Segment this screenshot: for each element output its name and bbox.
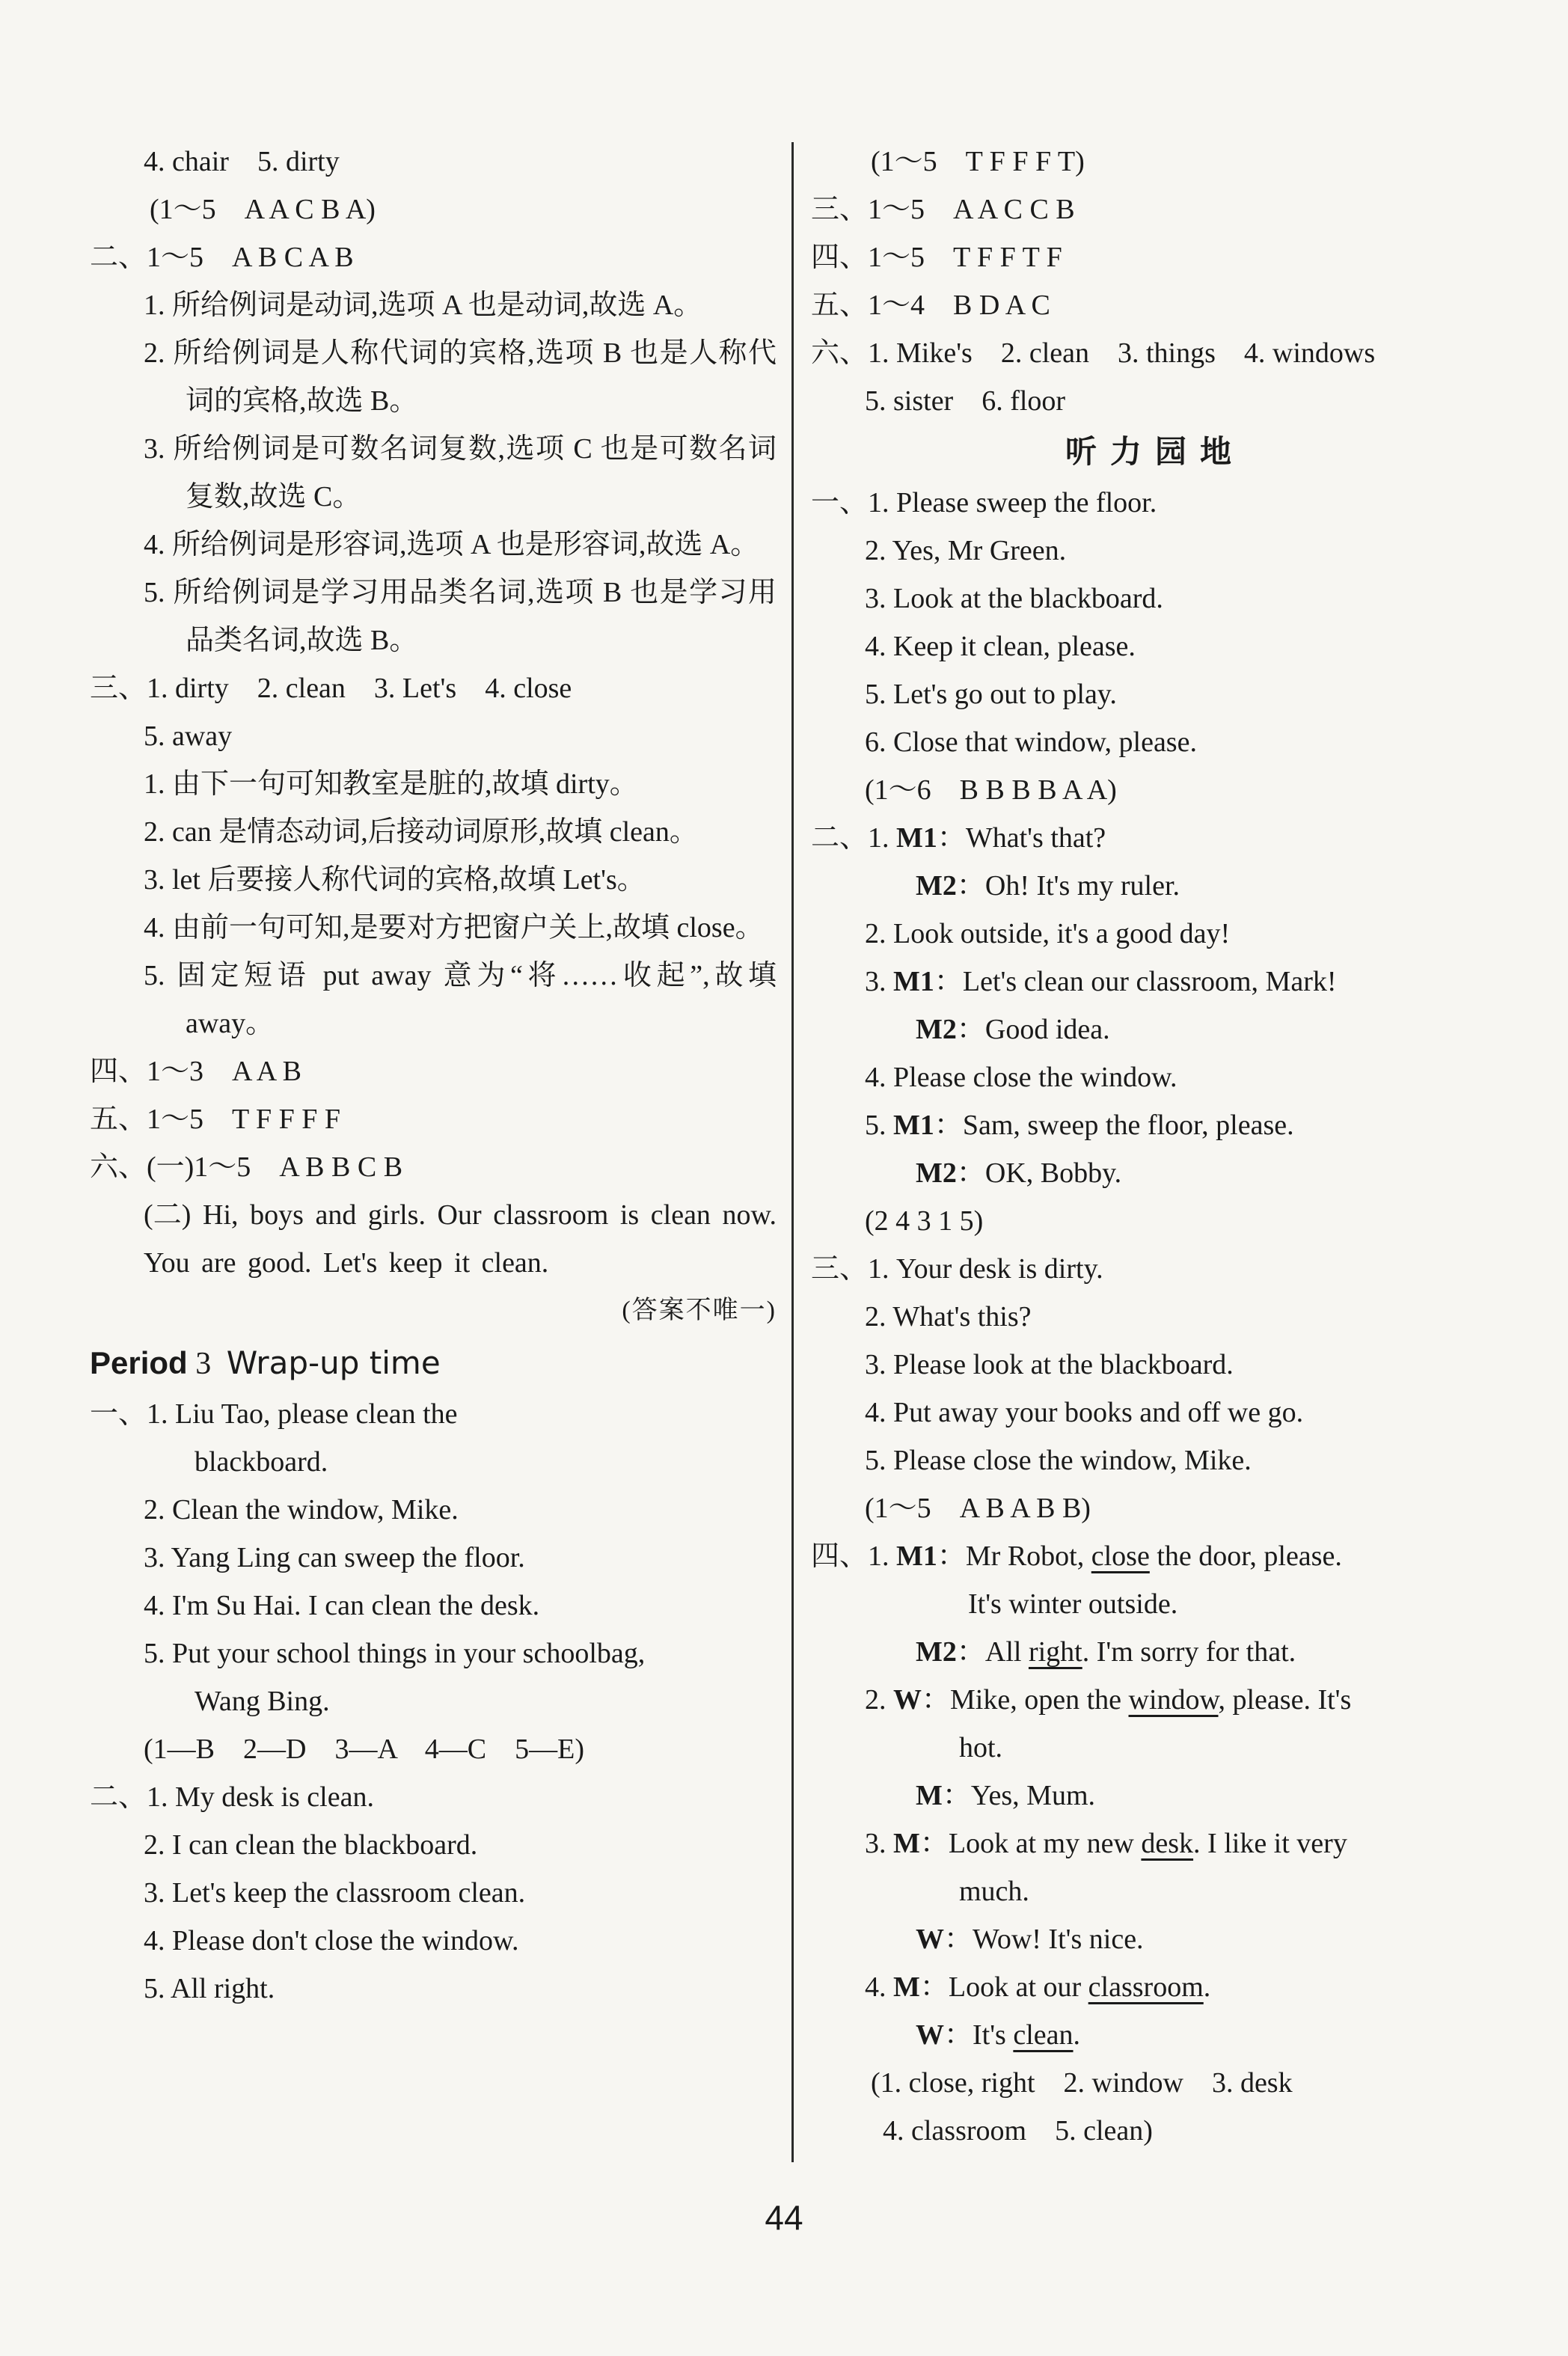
dialogue-line [811, 1676, 1499, 1724]
answer-line: 5. Let's go out to play. [865, 679, 1117, 710]
answer-line: 三、1～5 A A C C B [811, 194, 1075, 225]
explanation: 2. 所给例词是人称代词的宾格,选项 B 也是人称代词的宾格,故选 B。 [144, 337, 777, 417]
speaker: W [893, 1684, 922, 1716]
dialogue-text: ：Sam, sweep the floor, please. [934, 1110, 1294, 1141]
answer-line: 4. I'm Su Hai. I can clean the desk. [144, 1590, 540, 1621]
speaker: M2 [916, 1157, 957, 1189]
item-number: 二、1. [811, 822, 889, 854]
dialogue-text: ：Mike, open the [922, 1684, 1129, 1716]
answer-line: 3. Let's keep the classroom clean. [144, 1877, 526, 1909]
column-divider [791, 142, 794, 2162]
dialogue-text: ：Good idea. [956, 1014, 1110, 1045]
answer-line: 一、1. Please sweep the floor. [811, 487, 1157, 518]
answer-line: (1. close, right 2. window 3. desk [871, 2067, 1293, 2099]
answer-line: 4. chair 5. dirty [144, 146, 340, 177]
dialogue-line [811, 1101, 1499, 1149]
answer-line: 2. Look outside, it's a good day! [865, 918, 1231, 949]
answer-line: 二、1. My desk is clean. [90, 1781, 374, 1813]
dialogue-text: . [1073, 2019, 1081, 2051]
dialogue-text: . I'm sorry for that. [1082, 1636, 1296, 1668]
answer-line: (1～5 T F F F T) [871, 146, 1085, 177]
period-number: 3 [195, 1347, 212, 1381]
speaker: M1 [893, 1110, 934, 1141]
answer-line: 3. Yang Ling can sweep the floor. [144, 1542, 525, 1573]
explanation: 1. 由下一句可知教室是脏的,故填 dirty。 [144, 768, 638, 800]
explanation: 2. can 是情态动词,后接动词原形,故填 clean。 [144, 816, 698, 848]
dialogue-text: ：OK, Bobby. [956, 1157, 1122, 1189]
note: (答案不唯一) [622, 1297, 777, 1324]
period-heading [90, 1336, 777, 1390]
answer-line: 4. Put away your books and off we go. [865, 1397, 1304, 1428]
dialogue-line: much. [959, 1876, 1029, 1907]
answer-line: (1～5 A B A B B) [865, 1493, 1091, 1524]
answer-line: 四、1～5 T F F T F [811, 242, 1062, 273]
answer-underline: close [1091, 1540, 1150, 1572]
answer-underline: desk [1141, 1828, 1194, 1859]
dialogue-line [811, 1532, 1499, 1580]
answer-line: 3. Please look at the blackboard. [865, 1349, 1234, 1380]
dialogue-line [811, 1963, 1499, 2011]
dialogue-text: , please. It's [1218, 1684, 1352, 1716]
answer-line: 5. Put your school things in your schoolbag, [144, 1638, 646, 1669]
page-number: 44 [765, 2198, 803, 2237]
answer-line: 二、1～5 A B C A B [90, 242, 354, 273]
dialogue-line [811, 1820, 1499, 1867]
dialogue-text: ：Look at my new [919, 1828, 1142, 1859]
dialogue-text: ：All [956, 1636, 1029, 1668]
dialogue-line [811, 1006, 1499, 1053]
answer-line: 三、1. dirty 2. clean 3. Let's 4. close [90, 673, 572, 704]
answer-line: 5. away [144, 720, 233, 752]
answer-line: 5. Please close the window, Mike. [865, 1445, 1252, 1476]
left-column [90, 138, 777, 2013]
answer-line: blackboard. [195, 1446, 328, 1478]
answer-line: 四、1～3 A A B [90, 1056, 301, 1087]
answer-line: 5. sister 6. floor [865, 385, 1066, 417]
explanation: 5. 所给例词是学习用品类名词,选项 B 也是学习用品类名词,故选 B。 [144, 577, 777, 656]
answer-line: 2. Yes, Mr Green. [865, 535, 1067, 566]
answer-underline: window [1128, 1684, 1219, 1716]
item-number: 3. [865, 966, 886, 997]
speaker: M2 [916, 1636, 957, 1668]
dialogue-text: ：Yes, Mum. [942, 1780, 1096, 1811]
answer-line: 三、1. Your desk is dirty. [811, 1253, 1103, 1285]
dialogue-text: ：Oh! It's my ruler. [956, 870, 1180, 902]
explanation: 3. let 后要接人称代词的宾格,故填 Let's。 [144, 864, 646, 896]
dialogue-text: ：Wow! It's nice. [944, 1924, 1144, 1955]
explanation: 3. 所给例词是可数名词复数,选项 C 也是可数名词复数,故选 C。 [144, 433, 777, 512]
speaker: M1 [896, 1540, 937, 1572]
dialogue-text: ：Let's clean our classroom, Mark! [934, 966, 1337, 997]
period-label: Period [90, 1345, 188, 1380]
explanation: 4. 所给例词是形容词,选项 A 也是形容词,故选 A。 [144, 529, 759, 560]
item-number: 4. [865, 1971, 886, 2003]
dialogue-line [811, 958, 1499, 1006]
explanation: 1. 所给例词是动词,选项 A 也是动词,故选 A。 [144, 290, 702, 321]
dialogue-line [811, 814, 1499, 862]
answer-line: (1～5 A A C B A) [150, 194, 376, 225]
speaker: M [893, 1971, 920, 2003]
section-heading: 听力园地 [1065, 433, 1245, 470]
dialogue-line: hot. [959, 1732, 1003, 1763]
dialogue-text: ：Look at our [919, 1971, 1088, 2003]
right-column [811, 138, 1499, 2155]
speaker: M1 [893, 966, 934, 997]
answer-line: 2. Clean the window, Mike. [144, 1494, 459, 1526]
speaker: W [916, 1924, 944, 1955]
answer-line: 一、1. Liu Tao, please clean the [90, 1398, 458, 1430]
answer-line: 六、(一)1～5 A B B C B [90, 1151, 403, 1183]
dialogue-line [811, 1628, 1499, 1676]
answer-line: 3. Look at the blackboard. [865, 583, 1163, 614]
speaker: M [893, 1828, 920, 1859]
item-number: 2. [865, 1684, 886, 1716]
dialogue-line: It's winter outside. [968, 1588, 1178, 1620]
answer-line: (1～6 B B B B A A) [865, 774, 1117, 806]
answer-line: Wang Bing. [195, 1686, 330, 1717]
dialogue-text: . [1203, 1971, 1211, 2003]
answer-line: 4. Keep it clean, please. [865, 631, 1136, 662]
dialogue-line [811, 1149, 1499, 1197]
answer-line: 5. All right. [144, 1973, 275, 2004]
period-title: Wrap-up time [226, 1344, 441, 1381]
answer-line: 6. Close that window, please. [865, 726, 1197, 758]
answer-line: 五、1～4 B D A C [811, 290, 1050, 321]
answer-underline: classroom [1088, 1971, 1204, 2003]
answer-line: 五、1～5 T F F F F [90, 1104, 341, 1135]
writing-answer: (二) Hi, boys and girls. Our classroom is clean now. You are good. Let's keep it clean. [144, 1199, 777, 1279]
dialogue-line [811, 1772, 1499, 1820]
answer-underline: right [1028, 1636, 1082, 1668]
dialogue-text: ：Mr Robot, [937, 1540, 1091, 1572]
answer-line: 2. What's this? [865, 1301, 1032, 1332]
answer-line: (2 4 3 1 5) [865, 1205, 984, 1237]
speaker: M2 [916, 870, 957, 902]
answer-underline: clean [1013, 2019, 1074, 2051]
dialogue-line [811, 2011, 1499, 2059]
speaker: W [916, 2019, 944, 2051]
speaker: M1 [896, 822, 937, 854]
dialogue-text: ：It's [944, 2019, 1014, 2051]
dialogue-line [811, 1915, 1499, 1963]
item-number: 3. [865, 1828, 886, 1859]
explanation: 5. 固定短语 put away 意为“将……收起”,故填 away。 [144, 960, 777, 1039]
item-number: 四、1. [811, 1540, 889, 1572]
explanation: 4. 由前一句可知,是要对方把窗户关上,故填 close。 [144, 912, 764, 943]
dialogue-text: . I like it very [1193, 1828, 1347, 1859]
speaker: M2 [916, 1014, 957, 1045]
dialogue-text: the door, please. [1149, 1540, 1342, 1572]
answer-line: 2. I can clean the blackboard. [144, 1829, 478, 1861]
speaker: M [916, 1780, 943, 1811]
dialogue-text: ：What's that? [937, 822, 1106, 854]
item-number: 5. [865, 1110, 886, 1141]
answer-line: 4. Please don't close the window. [144, 1925, 519, 1956]
dialogue-line [811, 862, 1499, 910]
answer-line: 4. Please close the window. [865, 1062, 1177, 1093]
answer-line: 4. classroom 5. clean) [883, 2115, 1153, 2147]
answer-line: (1—B 2—D 3—A 4—C 5—E) [144, 1734, 585, 1765]
answer-line: 六、1. Mike's 2. clean 3. things 4. windows [811, 337, 1376, 369]
